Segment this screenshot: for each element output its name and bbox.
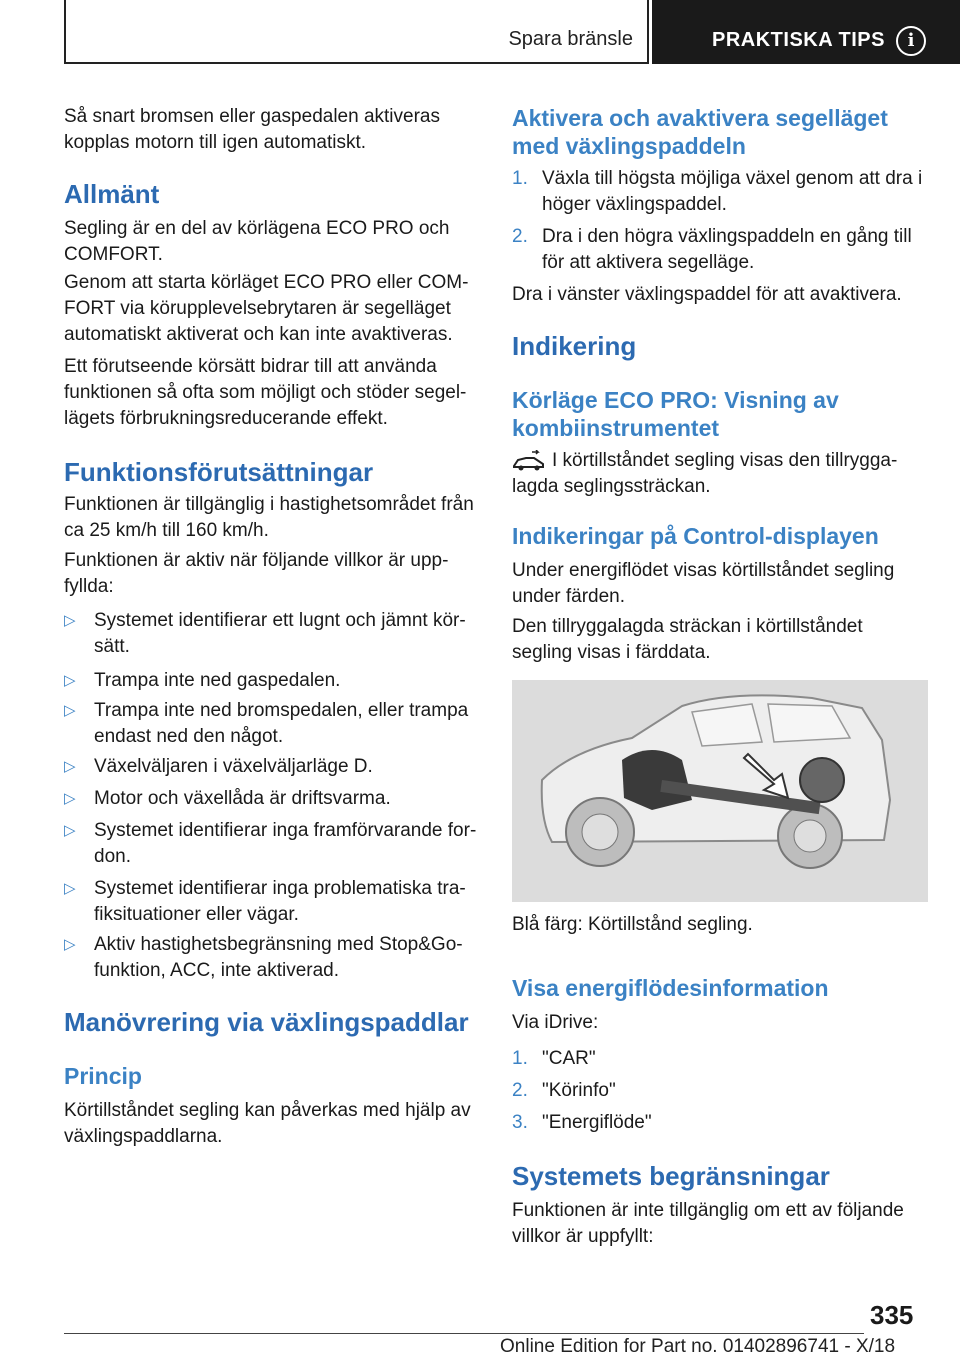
indik-paragraph-2: Den tillryggalagda sträckan i körtillståndet segling visas i färddata. xyxy=(512,616,863,663)
header-chapter-label: PRAKTISKA TIPS xyxy=(712,29,885,51)
footer-edition-text: Online Edition for Part no. 01402896741 - X/18 xyxy=(500,1336,896,1357)
indik-paragraph-1: Under energiflödet visas körtillståndet segling under färden. xyxy=(512,560,895,607)
heading-manovrering: Manövrering via växlingspaddlar xyxy=(64,1007,469,1037)
heading-funktionsforutsattningar: Funktionsförutsättningar xyxy=(64,457,374,487)
heading-indikering: Indikering xyxy=(512,331,637,361)
triangle-bullet-icon: ▷ xyxy=(64,822,76,839)
allmant-paragraph-3: Ett förutseende körsätt bidrar till att använda funktionen så ofta som möjligt och stöder segel‐lägets förbrukningsreducerande effekt. xyxy=(64,356,467,429)
step-number: 2. xyxy=(512,1080,528,1101)
step-number: 1. xyxy=(512,168,528,189)
triangle-bullet-icon: ▷ xyxy=(64,702,76,719)
step-number: 2. xyxy=(512,226,528,247)
korlage-paragraph: I körtillståndet segling visas den tillrygga‐lagda seglingssträckan. xyxy=(512,450,898,497)
triangle-bullet-icon: ▷ xyxy=(64,758,76,775)
step-number: 3. xyxy=(512,1112,528,1133)
header-section-label: Spara bränsle xyxy=(508,28,633,50)
heading-indikeringar-control: Indikeringar på Control-displayen xyxy=(512,523,879,549)
funk-paragraph-1: Funktionen är tillgänglig i hastighetsområdet från ca 25 km/h till 160 km/h. xyxy=(64,494,474,541)
triangle-bullet-icon: ▷ xyxy=(64,790,76,807)
triangle-bullet-icon: ▷ xyxy=(64,612,76,629)
system-paragraph: Funktionen är inte tillgänglig om ett av följande villkor är uppfyllt: xyxy=(512,1200,904,1247)
aktivera-after-paragraph: Dra i vänster växlingspaddel för att avaktivera. xyxy=(512,284,902,305)
heading-princip: Princip xyxy=(64,1063,142,1089)
allmant-paragraph-2: Genom att starta körläget ECO PRO eller COM‐FORT via körupplevelsebrytaren är segelläget automatiskt aktiverat och kan inte avaktiveras. xyxy=(64,272,469,345)
figure-caption: Blå färg: Körtillstånd segling. xyxy=(512,914,753,935)
car-drivetrain-figure xyxy=(512,680,928,902)
funk-paragraph-2: Funktionen är aktiv när följande villkor är upp‐fyllda: xyxy=(64,550,449,597)
heading-systemets-begransningar: Systemets begränsningar xyxy=(512,1161,830,1191)
footer-divider xyxy=(64,1333,864,1334)
heading-korlage-eco-pro: Körläge ECO PRO: Visning av kombiinstrumentet xyxy=(512,387,839,441)
info-circle-icon: i xyxy=(896,26,926,56)
heading-aktivera: Aktivera och avaktivera segelläget med växlingspaddeln xyxy=(512,105,888,159)
step-number: 1. xyxy=(512,1048,528,1069)
triangle-bullet-icon: ▷ xyxy=(64,672,76,689)
heading-allmant: Allmänt xyxy=(64,179,160,209)
triangle-bullet-icon: ▷ xyxy=(64,936,76,953)
allmant-paragraph-1: Segling är en del av körlägena ECO PRO och COMFORT. xyxy=(64,218,450,265)
header-chapter-tab xyxy=(652,0,960,64)
intro-paragraph: Så snart bromsen eller gaspedalen aktiveras kopplas motorn till igen automatiskt. xyxy=(64,106,440,153)
header-section-tab xyxy=(64,0,649,64)
page-number: 335 xyxy=(870,1300,914,1330)
triangle-bullet-icon: ▷ xyxy=(64,880,76,897)
visa-paragraph: Via iDrive: xyxy=(512,1012,599,1033)
princip-paragraph: Körtillståndet segling kan påverkas med hjälp av växlingspaddlarna. xyxy=(64,1100,471,1147)
heading-visa-energiflode: Visa energiflödesinformation xyxy=(512,975,829,1001)
